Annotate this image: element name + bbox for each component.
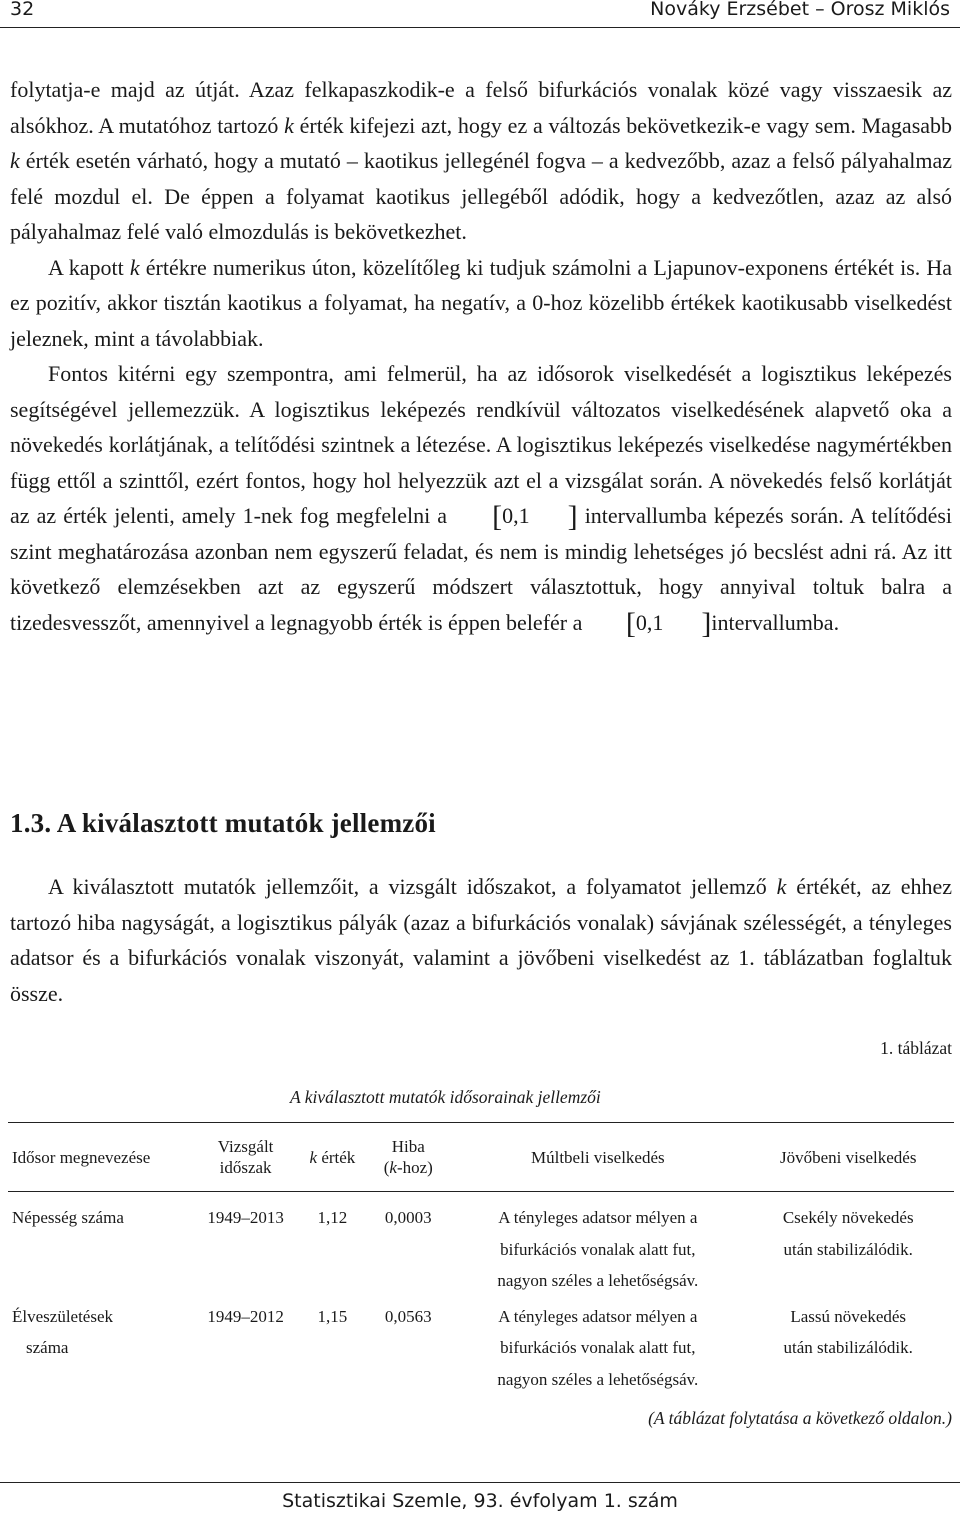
table-caption: A kiválasztott mutatók idősorainak jellemzői	[290, 1087, 601, 1107]
cell-future-line-2: után stabilizálódik.	[783, 1239, 913, 1259]
header-future-behaviour: Jövőbeni viselkedés	[742, 1123, 954, 1192]
paragraph-2-part-b: értékre numerikus úton, közelítőleg ki tudjuk számolni a Ljapunov-exponens értékét is. Ha ez pozitív, akkor tisztán kaotikus a folyamat, ha negatív, a 0-hoz közelibb értékek kaotikusabb viselkedést jeleznek, mint a távolabbiak.	[10, 254, 953, 351]
header-error-paren-close: -hoz)	[396, 1158, 433, 1177]
cell-error: 0,0563	[384, 1306, 432, 1326]
section-title: 1.3. A kiválasztott mutatók jellemzői	[10, 808, 436, 838]
cell-past-behaviour	[453, 1192, 742, 1297]
section-paragraph-part-a: A kiválasztott mutatók jellemzőit, a vizsgált időszakot, a folyamatot jellemző	[48, 874, 767, 899]
cell-past-line-1: A tényleges adatsor mélyen a	[498, 1306, 698, 1326]
running-head-authors: Nováky Erzsébet – Orosz Miklós	[650, 0, 950, 20]
cell-future-line-1: Csekély növekedés	[782, 1208, 914, 1227]
cell-past-line-3: nagyon széles a lehetőségsáv.	[497, 1271, 699, 1290]
cell-past-line-2: bifurkációs vonalak alatt fut,	[500, 1338, 696, 1357]
table-continued-note: (A táblázat folytatása a következő oldalon.)	[648, 1408, 952, 1428]
cell-period: 1949–2012	[207, 1306, 284, 1326]
cell-series-name-line: Népesség száma	[12, 1208, 124, 1227]
table-header-row	[8, 1123, 954, 1192]
running-head	[0, 0, 960, 26]
cell-past-behaviour	[453, 1297, 742, 1396]
cell-k-value: 1,15	[317, 1306, 348, 1326]
cell-series-name-line: száma	[26, 1338, 69, 1357]
cell-error: 0,0003	[384, 1208, 432, 1227]
header-k-label: érték	[317, 1147, 356, 1167]
table-row	[8, 1297, 954, 1396]
paragraph-1-part-c: érték esetén várható, hogy a mutató – kaotikus jellegénél fogva – a kedvezőbb, azaz a felső pályahalmaz felé mozdul el. De éppen a folyamat kaotikus jellegéből adódik, hogy a kedvezőtlen, azaz az alsó pályahalmaz felé való elmozdulás is bekövetkezhet.	[10, 148, 953, 244]
cell-future-behaviour	[742, 1297, 954, 1396]
header-k-value	[301, 1123, 363, 1192]
k-symbol: k	[776, 874, 787, 899]
cell-series-name	[8, 1192, 190, 1297]
interval-bracket-open: [	[625, 606, 636, 640]
paragraph-3-part-b: intervallumba képezés során. A telítődési szint meghatározása azonban nem egyszerű feladat, és nem is mindig lehetséges jó becslést adni rá. Az itt következő elemzésekben azt az egyszerű módszert választottuk, hogy annyival toltuk balra a tizedesvesszőt, amennyivel a legnagyobb érték is éppen belefér a	[10, 503, 953, 635]
k-symbol: k	[309, 1147, 318, 1167]
header-error	[363, 1123, 453, 1192]
header-period-line-1: Vizsgált	[217, 1137, 274, 1156]
interval-value: 0,1	[635, 609, 664, 635]
cell-past-line-3: nagyon széles a lehetőségsáv.	[497, 1369, 699, 1389]
footer-journal: Statisztikai Szemle, 93. évfolyam 1. szám	[282, 1490, 678, 1512]
paragraph-3-part-a: Fontos kitérni egy szempontra, ami felmerül, ha az idősorok viselkedését a logisztikus leképezés segítségével jellemezzük. A logisztikus leképezés rendkívül változatos viselkedésének alapvető oka a növekedés korlátjának, a telítődési szintnek a létezése. A logisztikus leképezés viselkedése nagymértékben függ ettől a szinttől, ezért fontos, hogy hol helyezzük azt el a vizsgálat során. A növekedés felső korlátját az az érték jelenti, amely 1-nek fog megfelelni a	[10, 361, 952, 528]
paragraph-1-part-a: folytatja-e majd az útját. Azaz felkapaszkodik-e a felső bifurkációs vonalak közé vagy visszaesik az alsókhoz. A mutatóhoz tartozó	[10, 77, 952, 138]
page-number: 32	[10, 0, 35, 20]
header-past-behaviour: Múltbeli viselkedés	[453, 1123, 742, 1192]
interval-bracket-open: [	[492, 500, 503, 533]
footer-rule	[0, 1482, 960, 1483]
cell-period: 1949–2013	[207, 1208, 284, 1227]
cell-series-name-line: Élveszületések	[12, 1306, 114, 1326]
paragraph-1	[10, 72, 952, 250]
k-symbol: k	[10, 148, 20, 173]
header-period-line-2: időszak	[219, 1158, 272, 1177]
body-text-block	[10, 72, 952, 640]
cell-past-line-2: bifurkációs vonalak alatt fut,	[500, 1239, 696, 1259]
k-symbol: k	[284, 112, 294, 138]
paragraph-3	[10, 356, 952, 640]
paragraph-3-part-c: intervallumba.	[711, 609, 840, 635]
header-series-name: Idősor megnevezése	[8, 1123, 190, 1192]
paragraph-1-part-b: érték kifejezi azt, hogy ez a változás bekövetkezik-e vagy sem. Magasabb	[299, 112, 953, 138]
section-body	[10, 869, 952, 1011]
cell-past-line-1: A tényleges adatsor mélyen a	[498, 1208, 698, 1227]
cell-k-value: 1,12	[317, 1208, 348, 1227]
header-period	[190, 1123, 302, 1192]
paragraph-2-part-a: A kapott	[48, 254, 124, 280]
interval-bracket-close: ]	[701, 606, 712, 640]
data-table	[8, 1122, 954, 1395]
interval-value: 0,1	[502, 503, 530, 528]
table-row	[8, 1192, 954, 1297]
section-paragraph	[10, 869, 952, 1011]
header-error-paren-open: (	[383, 1158, 390, 1177]
paragraph-2	[10, 250, 952, 357]
header-error-line-1: Hiba	[391, 1137, 425, 1156]
table-label: 1. táblázat	[880, 1038, 952, 1058]
cell-future-line-1: Lassú növekedés	[790, 1306, 907, 1326]
section-paragraph-part-b: értékét, az ehhez tartozó hiba nagyságát, a logisztikus pályák (azaz a bifurkációs vonalak) sávjának szélességét, a tényleges adatsor és a bifurkációs vonalak viszonyát, valamint a jövőbeni viselkedést az 1. táblázatban foglaltuk össze.	[10, 874, 953, 1006]
interval-bracket-close: ]	[567, 500, 578, 533]
header-rule	[0, 27, 960, 28]
k-symbol: k	[389, 1158, 397, 1177]
cell-series-name	[8, 1297, 190, 1396]
cell-future-line-2: után stabilizálódik.	[783, 1338, 913, 1357]
cell-future-behaviour	[742, 1192, 954, 1297]
k-symbol: k	[129, 254, 140, 280]
